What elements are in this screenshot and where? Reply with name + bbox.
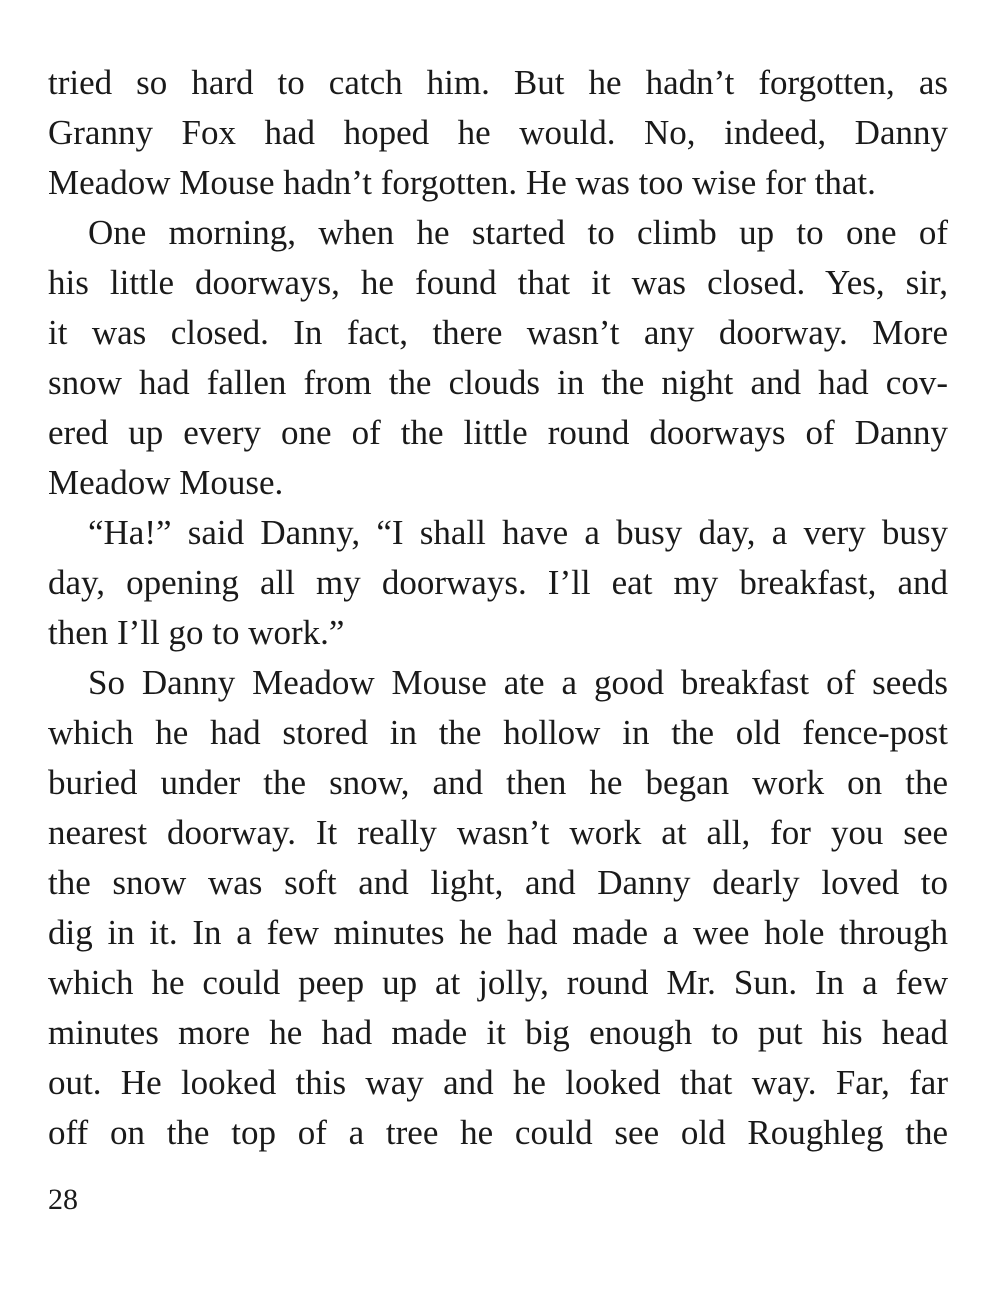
text-line: dig in it. In a few minutes he had made a wee hole through xyxy=(48,913,948,952)
text-line: Meadow Mouse hadn’t forgotten. He was too wise for that. xyxy=(48,163,876,202)
text-line: his little doorways, he found that it was closed. Yes, sir, xyxy=(48,263,948,302)
text-line: day, opening all my doorways. I’ll eat my breakfast, and xyxy=(48,563,948,602)
text-line: Granny Fox had hoped he would. No, indeed, Danny xyxy=(48,113,948,152)
text-line: One morning, when he started to climb up to one of xyxy=(88,213,948,252)
text-line: minutes more he had made it big enough to put his head xyxy=(48,1013,948,1052)
text-line: which he could peep up at jolly, round Mr. Sun. In a few xyxy=(48,963,948,1002)
text-line: off on the top of a tree he could see old Roughleg the xyxy=(48,1113,948,1152)
text-line: tried so hard to catch him. But he hadn’t forgotten, as xyxy=(48,63,948,102)
text-line: it was closed. In fact, there wasn’t any doorway. More xyxy=(48,313,948,352)
page-number: 28 xyxy=(48,1183,78,1216)
text-line: out. He looked this way and he looked that way. Far, far xyxy=(48,1063,948,1102)
text-line: “Ha!” said Danny, “I shall have a busy day, a very busy xyxy=(88,513,948,552)
body-text xyxy=(48,58,948,1158)
text-line: ered up every one of the little round doorways of Danny xyxy=(48,413,948,452)
text-line: snow had fallen from the clouds in the night and had cov- xyxy=(48,363,948,402)
text-line: So Danny Meadow Mouse ate a good breakfast of seeds xyxy=(88,663,948,702)
text-line: then I’ll go to work.” xyxy=(48,613,345,652)
text-line: buried under the snow, and then he began work on the xyxy=(48,763,948,802)
text-line: the snow was soft and light, and Danny dearly loved to xyxy=(48,863,948,902)
text-line: which he had stored in the hollow in the old fence-post xyxy=(48,713,948,752)
text-line: Meadow Mouse. xyxy=(48,463,284,502)
text-line: nearest doorway. It really wasn’t work at all, for you see xyxy=(48,813,948,852)
